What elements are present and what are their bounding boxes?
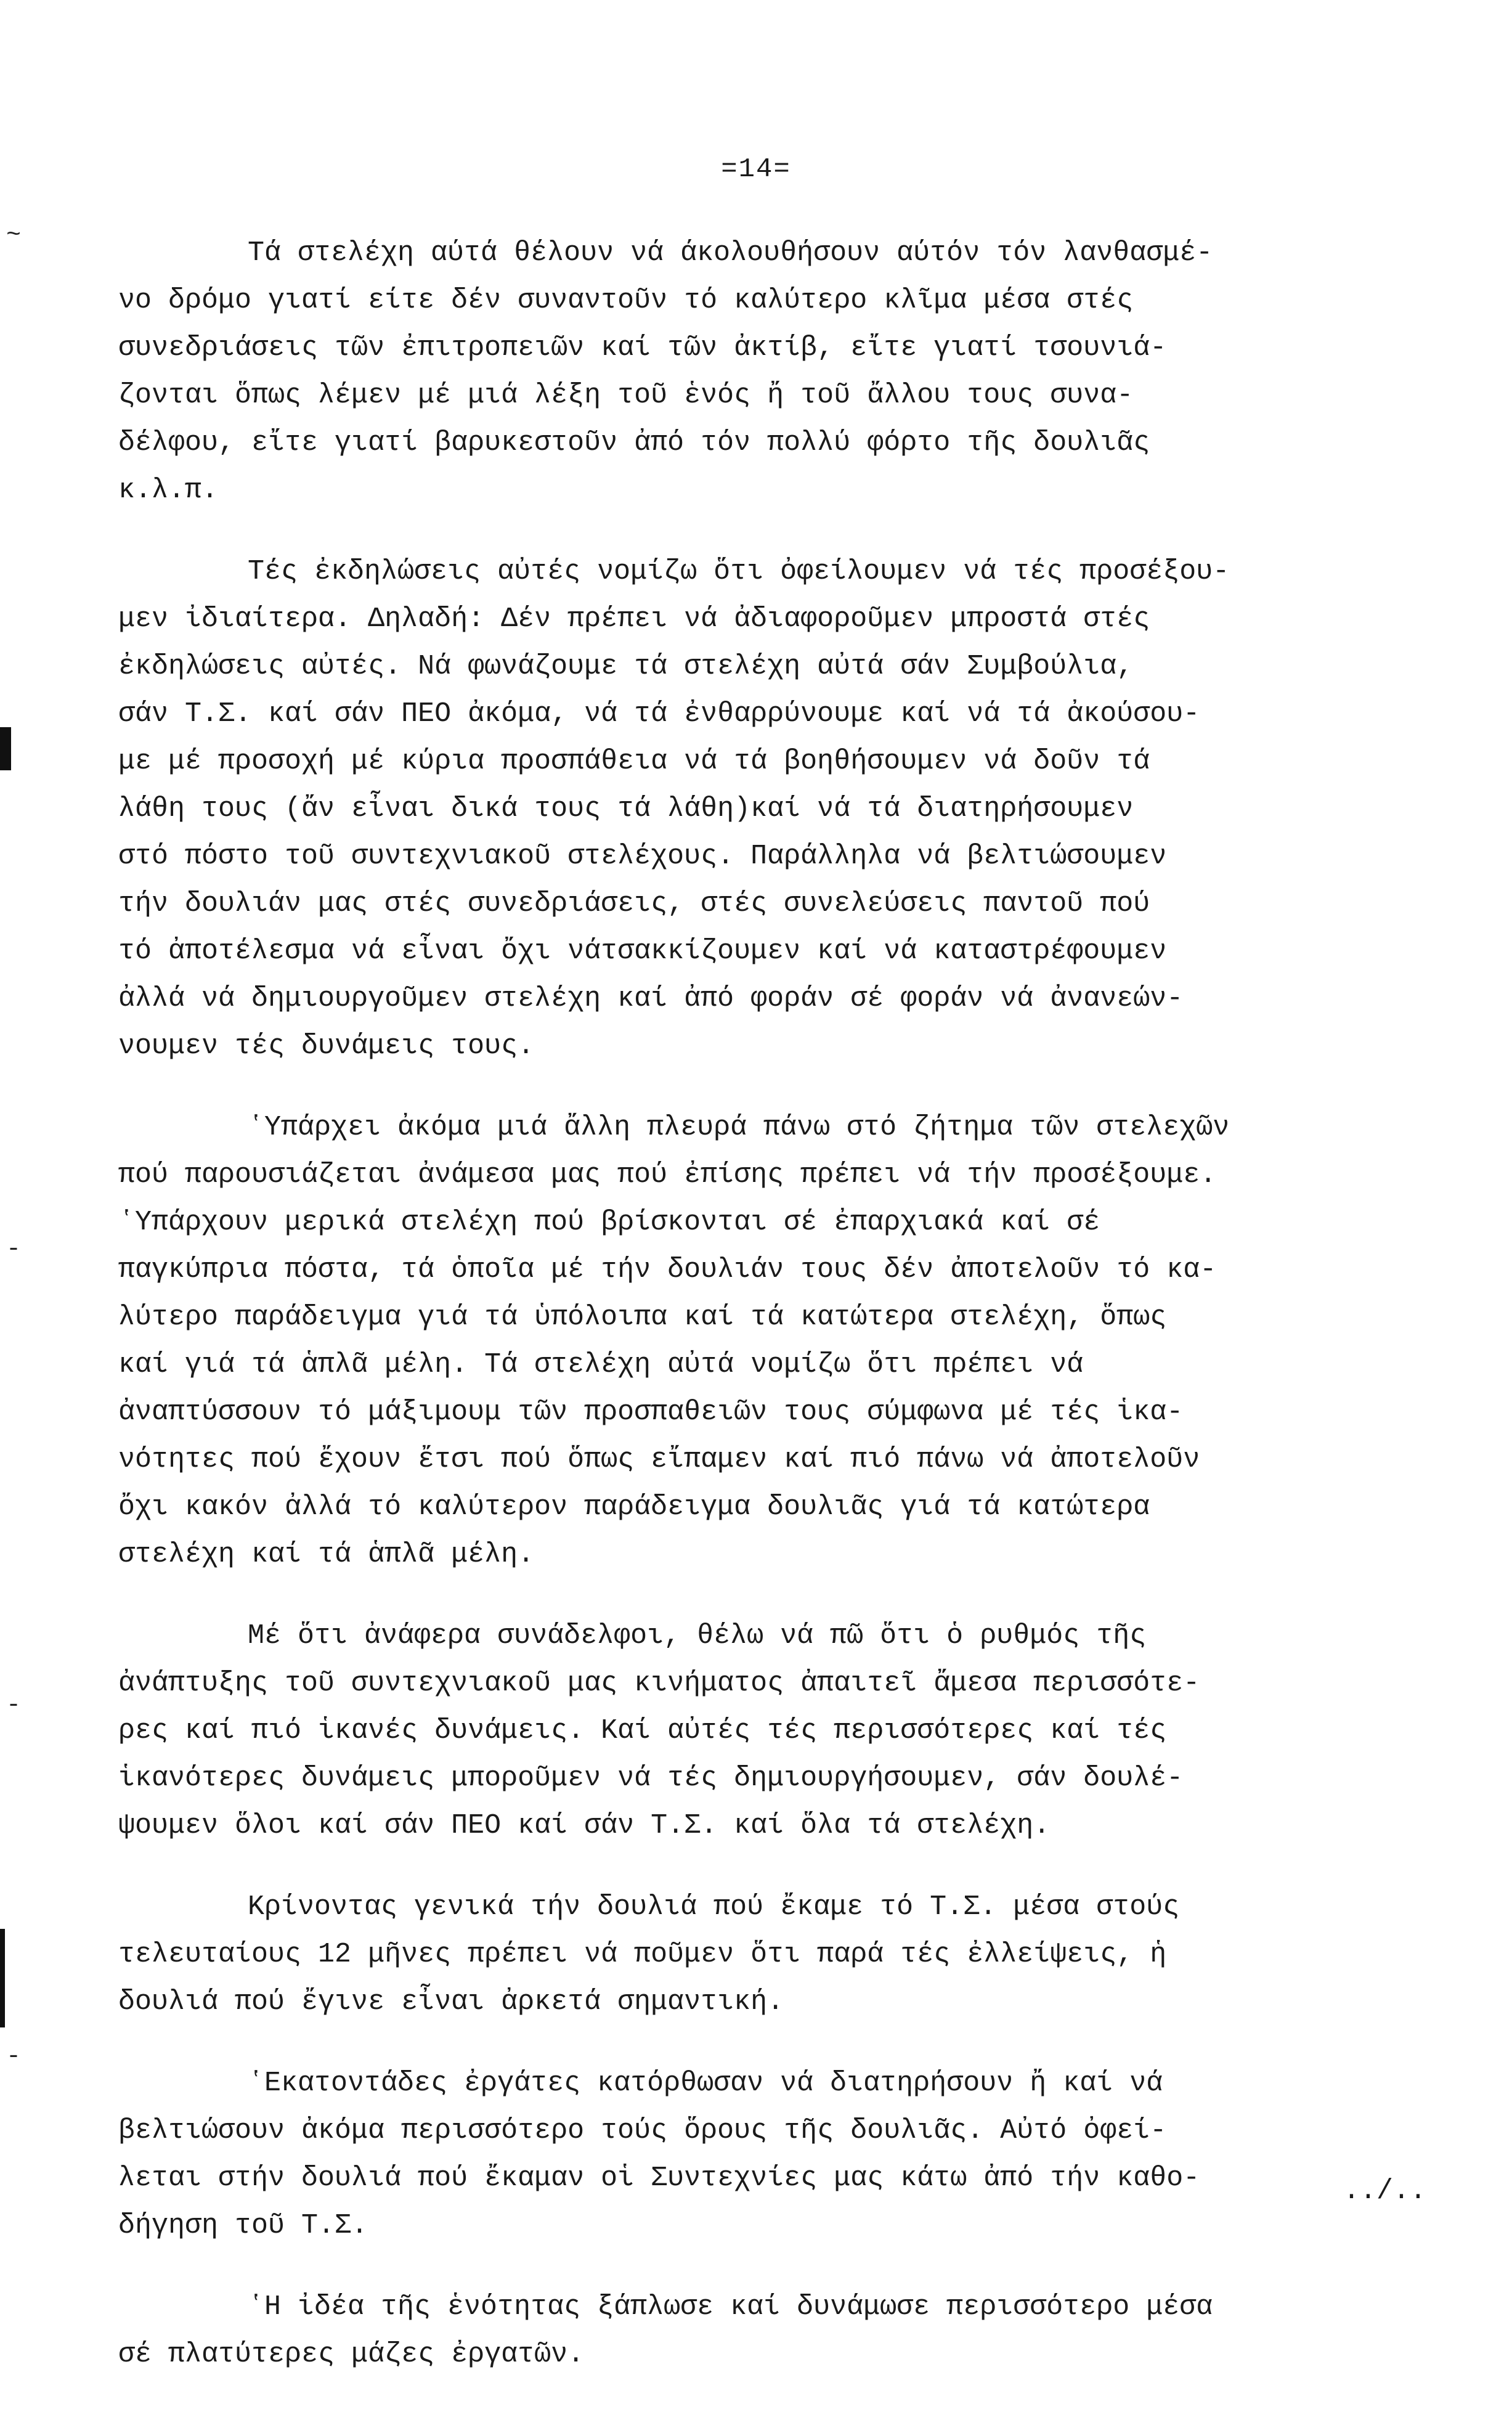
paragraph [118,548,1486,1070]
text-line: δέλφου, εἴτε γιατί βαρυκεστοῦν ἀπό τόν πολλύ φόρτο τῆς δουλιᾶς [118,427,1150,458]
text-line: σέ πλατύτερες μάζες ἐργατῶν. [118,2339,585,2370]
text-line: ἀνάπτυξης τοῦ συντεχνιακοῦ μας κινήματος ἀπαιτεῖ ἄμεσα περισσότε- [118,1668,1200,1699]
text-line: τό ἀποτέλεσμα νά εἶναι ὄχι νάτσακκίζουμεν καί νά καταστρέφουμεν [118,935,1167,967]
text-line: ἀλλά νά δημιουργοῦμεν στελέχη καί ἀπό φοράν σέ φοράν νά ἀνανεών- [118,983,1184,1014]
text-line: ὄχι κακόν ἀλλά τό καλύτερον παράδειγμα δουλιᾶς γιά τά κατώτερα [118,1491,1150,1523]
text-line: ἱκανότερες δυνάμεις μποροῦμεν νά τές δημιουργήσουμεν, σάν δουλέ- [118,1762,1184,1794]
paragraph [118,1104,1486,1578]
text-line: ʽΥπάρχει ἀκόμα μιά ἄλλη πλευρά πάνω στό ζήτημα τῶν στελεχῶν [248,1112,1230,1143]
text-line: καί γιά τά ἁπλᾶ μέλη. Τά στελέχη αὐτά νομίζω ὅτι πρέπει νά [118,1349,1084,1380]
paragraph [118,1883,1486,2026]
text-line: στό πόστο τοῦ συντεχνιακοῦ στελέχους. Παράλληλα νά βελτιώσουμεν [118,841,1167,872]
margin-mark-bottom: - [6,2043,22,2071]
text-line: σάν Τ.Σ. καί σάν ΠΕΟ ἀκόμα, νά τά ἐνθαρρύνουμε καί νά τά ἀκούσου- [118,698,1200,730]
text-line: παγκύπρια πόστα, τά ὁποῖα μέ τήν δουλιάν τους δέν ἀποτελοῦν τό κα- [118,1254,1217,1285]
text-line: Κρίνοντας γενικά τήν δουλιά πού ἔκαμε τό Τ.Σ. μέσα στούς [248,1891,1180,1923]
paragraph [118,2060,1486,2249]
text-line: ζονται ὅπως λέμεν μέ μιά λέξη τοῦ ἑνός ἤ τοῦ ἄλλου τους συνα- [118,380,1134,411]
text-line: κ.λ.π. [118,475,219,506]
text-line: ἐκδηλώσεις αὐτές. Νά φωνάζουμε τά στελέχη αὐτά σάν Συμβούλια, [118,651,1134,682]
text-line: νουμεν τές δυνάμεις τους. [118,1030,535,1062]
text-line: Τές ἐκδηλώσεις αὐτές νομίζω ὅτι ὀφείλουμεν νά τές προσέξου- [248,556,1230,587]
text-line: νότητες πού ἔχουν ἔτσι πού ὅπως εἴπαμεν καί πιό πάνω νά ἀποτελοῦν [118,1444,1200,1475]
paragraph [118,2283,1486,2378]
binding-edge-mark-lower [0,1929,5,2027]
text-line: ἀναπτύσσουν τό μάξιμουμ τῶν προσπαθειῶν τους σύμφωνα μέ τές ἱκα- [118,1396,1184,1428]
document-body [118,229,1486,2412]
text-line: ρες καί πιό ἱκανές δυνάμεις. Καί αὐτές τές περισσότερες καί τές [118,1715,1167,1746]
text-line: μεν ἰδιαίτερα. Δηλαδή: Δέν πρέπει νά ἀδιαφοροῦμεν μπροστά στές [118,603,1150,635]
text-line: δήγηση τοῦ Τ.Σ. [118,2210,368,2241]
margin-mark-middle: - [6,1236,22,1263]
text-line: δουλιά πού ἔγινε εἶναι ἀρκετά σημαντική. [118,1986,784,2018]
text-line: τελευταίους 12 μῆνες πρέπει νά ποῦμεν ὅτι παρά τές ἐλλείψεις, ἡ [118,1939,1167,1970]
text-line: λεται στήν δουλιά πού ἔκαμαν οἱ Συντεχνίες μας κάτω ἀπό τήν καθο- [118,2162,1200,2194]
margin-mark-top: ~ [6,222,22,250]
binding-edge-mark [0,727,11,770]
text-line: πού παρουσιάζεται ἀνάμεσα μας πού ἐπίσης πρέπει νά τήν προσέξουμε. [118,1159,1217,1191]
text-line: συνεδριάσεις τῶν ἐπιτροπειῶν καί τῶν ἀκτίβ, εἴτε γιατί τσουνιά- [118,332,1167,364]
text-line: τήν δουλιάν μας στές συνεδριάσεις, στές συνελεύσεις παντοῦ πού [118,888,1150,919]
text-line: ʽΥπάρχουν μερικά στελέχη πού βρίσκονται σέ ἐπαρχιακά καί σέ [118,1207,1100,1238]
text-line: λάθη τους (ἄν εἶναι δικά τους τά λάθη)καί νά τά διατηρήσουμεν [118,793,1134,825]
paragraph [118,229,1486,514]
page-number: =14= [721,154,791,185]
text-line: Τά στελέχη αύτά θέλουν νά άκολουθήσουν αύτόν τόν λανθασμέ- [248,237,1213,269]
text-line: με μέ προσοχή μέ κύρια προσπάθεια νά τά βοηθήσουμεν νά δοῦν τά [118,746,1150,777]
text-line: βελτιώσουν ἀκόμα περισσότερο τούς ὅρους τῆς δουλιᾶς. Αὐτό ὀφεί- [118,2115,1167,2146]
text-line: ʽΕκατοντάδες ἐργάτες κατόρθωσαν νά διατηρήσουν ἤ καί νά [248,2068,1163,2099]
text-line: νο δρόμο γιατί είτε δέν συναντοῦν τό καλύτερο κλῖμα μέσα στές [118,285,1134,316]
text-line: λύτερο παράδειγμα γιά τά ὑπόλοιπα καί τά κατώτερα στελέχη, ὅπως [118,1302,1167,1333]
text-line: ψουμεν ὅλοι καί σάν ΠΕΟ καί σάν Τ.Σ. καί ὅλα τά στελέχη. [118,1810,1051,1841]
text-line: στελέχη καί τά ἁπλᾶ μέλη. [118,1539,535,1570]
paragraph [118,1612,1486,1849]
page-continuation-marker: ../.. [1343,2175,1427,2207]
text-line: ʽΗ ἰδέα τῆς ἑνότητας ξάπλωσε καί δυνάμωσε περισσότερο μέσα [248,2291,1213,2323]
margin-mark-lower: - [6,1692,22,1719]
text-line: Μέ ὅτι ἀνάφερα συνάδελφοι, θέλω νά πῶ ὅτι ὁ ρυθμός τῆς [248,1620,1147,1652]
